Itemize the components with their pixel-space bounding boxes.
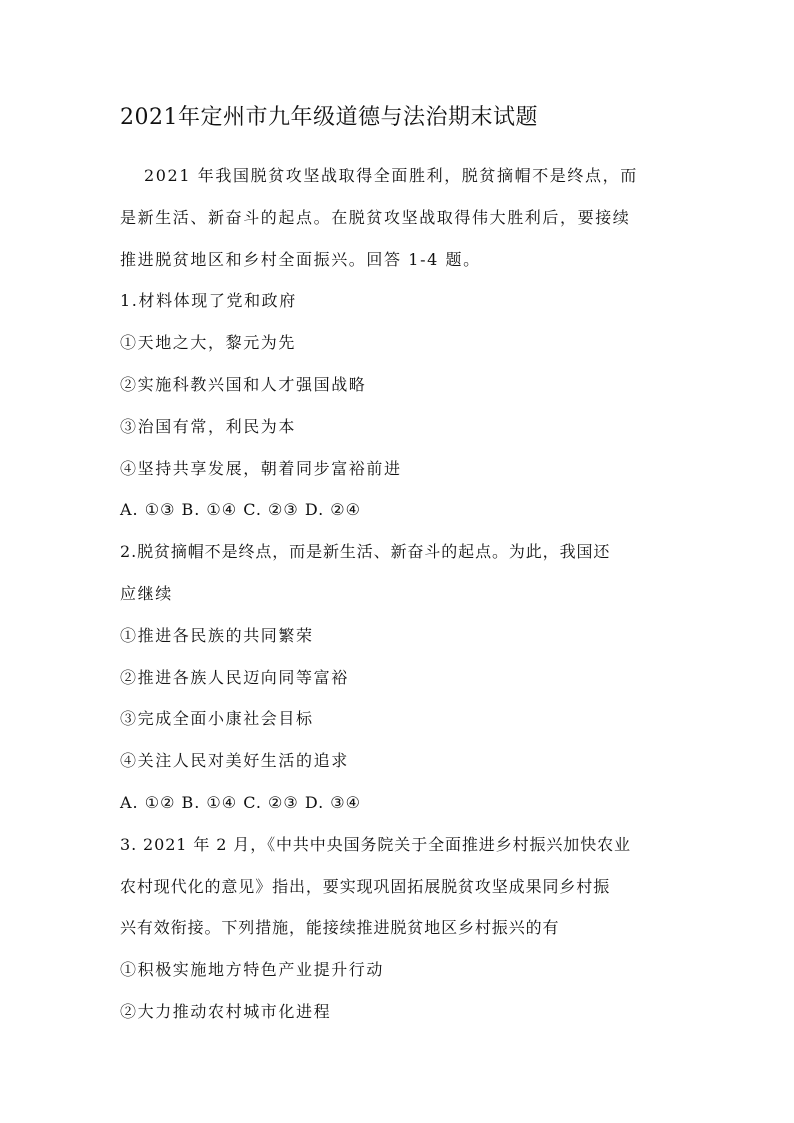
question-1-item: ③治国有常，利民为本 bbox=[120, 416, 297, 436]
question-2-item: ②推进各族人民迈向同等富裕 bbox=[120, 667, 349, 687]
document-title: 2021年定州市九年级道德与法治期末试题 bbox=[120, 105, 538, 130]
question-3-stem: 兴有效衔接。下列措施，能接续推进脱贫地区乡村振兴的有 bbox=[120, 918, 560, 938]
question-1-item: ④坚持共享发展，朝着同步富裕前进 bbox=[120, 458, 402, 478]
question-1-item: ①天地之大，黎元为先 bbox=[120, 333, 297, 353]
question-1-item: ②实施科教兴国和人才强国战略 bbox=[120, 374, 367, 394]
question-2-options: A. ①② B. ①④ C. ②③ D. ③④ bbox=[120, 792, 361, 812]
intro-line: 推进脱贫地区和乡村全面振兴。回答 1-4 题。 bbox=[120, 249, 481, 269]
question-3-item: ①积极实施地方特色产业提升行动 bbox=[120, 960, 385, 980]
question-2-stem: 应继续 bbox=[120, 583, 173, 603]
question-2-item: ④关注人民对美好生活的追求 bbox=[120, 751, 349, 771]
question-3-stem: 农村现代化的意见》指出，要实现巩固拓展脱贫攻坚成果同乡村振 bbox=[120, 876, 611, 896]
question-1-stem: 1.材料体现了党和政府 bbox=[120, 291, 297, 311]
question-3-item: ②大力推动农村城市化进程 bbox=[120, 1001, 332, 1021]
intro-line: 是新生活、新奋斗的起点。在脱贫攻坚战取得伟大胜利后，要接续 bbox=[120, 207, 631, 227]
intro-line: 2021 年我国脱贫攻坚战取得全面胜利，脱贫摘帽不是终点，而 bbox=[144, 166, 638, 185]
question-3-stem: 3. 2021 年 2 月，《中共中央国务院关于全面推进乡村振兴加快农业 bbox=[120, 834, 631, 854]
question-2-stem: 2.脱贫摘帽不是终点，而是新生活、新奋斗的起点。为此，我国还 bbox=[120, 542, 611, 562]
question-2-item: ①推进各民族的共同繁荣 bbox=[120, 625, 314, 645]
document-body bbox=[120, 155, 680, 1033]
question-1-options: A. ①③ B. ①④ C. ②③ D. ②④ bbox=[120, 500, 361, 520]
question-2-item: ③完成全面小康社会目标 bbox=[120, 709, 314, 729]
